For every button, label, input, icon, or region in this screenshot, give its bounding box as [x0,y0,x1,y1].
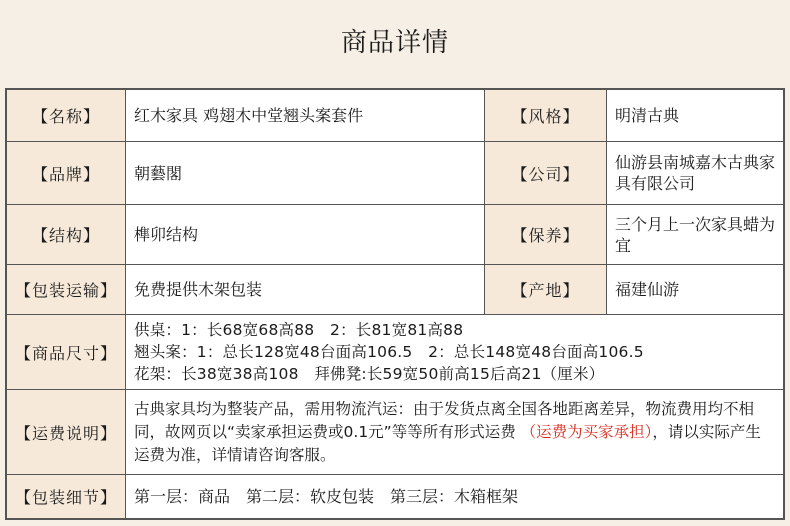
shipping-text-tail: ，请以实际产生运费为准，详情请咨询客服。 [134,422,761,464]
table-row-shipping [7,390,783,475]
label-company: 【公司】 [485,142,607,204]
value-package-details: 第一层：商品 第二层：软皮包装 第三层：木箱框架 [134,487,519,506]
label-structure: 【结构】 [7,205,126,264]
table-row-structure [7,205,783,265]
value-company: 仙游县南城嘉木古典家具有限公司 [615,153,776,193]
dimension-line: 翘头案：1：总长128宽48台面高106.5 2：总长148宽48台面高106.5 [134,343,644,361]
shipping-text: 古典家具均为整装产品，需用物流汽运：由于发货点离全国各地距离差异，物流费用均不相同，故网页以“卖家承担运费或0.1元”等等所有形式运费 [134,399,755,441]
value-packaging: 免费提供木架包装 [126,265,485,314]
table-row-packaging [7,265,783,315]
product-details-table [5,88,785,520]
table-row-name [7,90,783,142]
value-origin: 福建仙游 [615,280,680,299]
label-origin: 【产地】 [485,265,607,314]
value-brand: 朝藝閣 [126,142,485,204]
label-packaging: 【包装运输】 [7,265,126,314]
label-dimensions: 【商品尺寸】 [7,315,126,389]
value-structure: 榫卯结构 [126,205,485,264]
label-package-details: 【包装细节】 [7,475,126,518]
value-style: 明清古典 [615,106,680,125]
table-row-dimensions [7,315,783,390]
label-style: 【风格】 [485,90,607,141]
value-maintenance: 三个月上一次家具蜡为宜 [615,214,776,255]
page-title: 商品详情 [340,28,449,58]
shipping-highlight: （运费为买家承担） [520,422,653,441]
value-shipping [126,390,783,474]
label-maintenance: 【保养】 [485,205,607,264]
dimension-line: 花架：长38宽38高108 拜佛凳:长59宽50前高15后高21（厘米） [134,365,605,383]
value-dimensions [126,315,783,389]
table-row-brand [7,142,783,205]
value-name: 红木家具 鸡翅木中堂翘头案套件 [126,90,485,141]
label-shipping: 【运费说明】 [7,390,126,474]
label-brand: 【品牌】 [7,142,126,204]
table-row-package-details [7,475,783,518]
label-name: 【名称】 [7,90,126,141]
dimension-line: 供桌：1：长68宽68高88 2：长81宽81高88 [134,321,464,339]
